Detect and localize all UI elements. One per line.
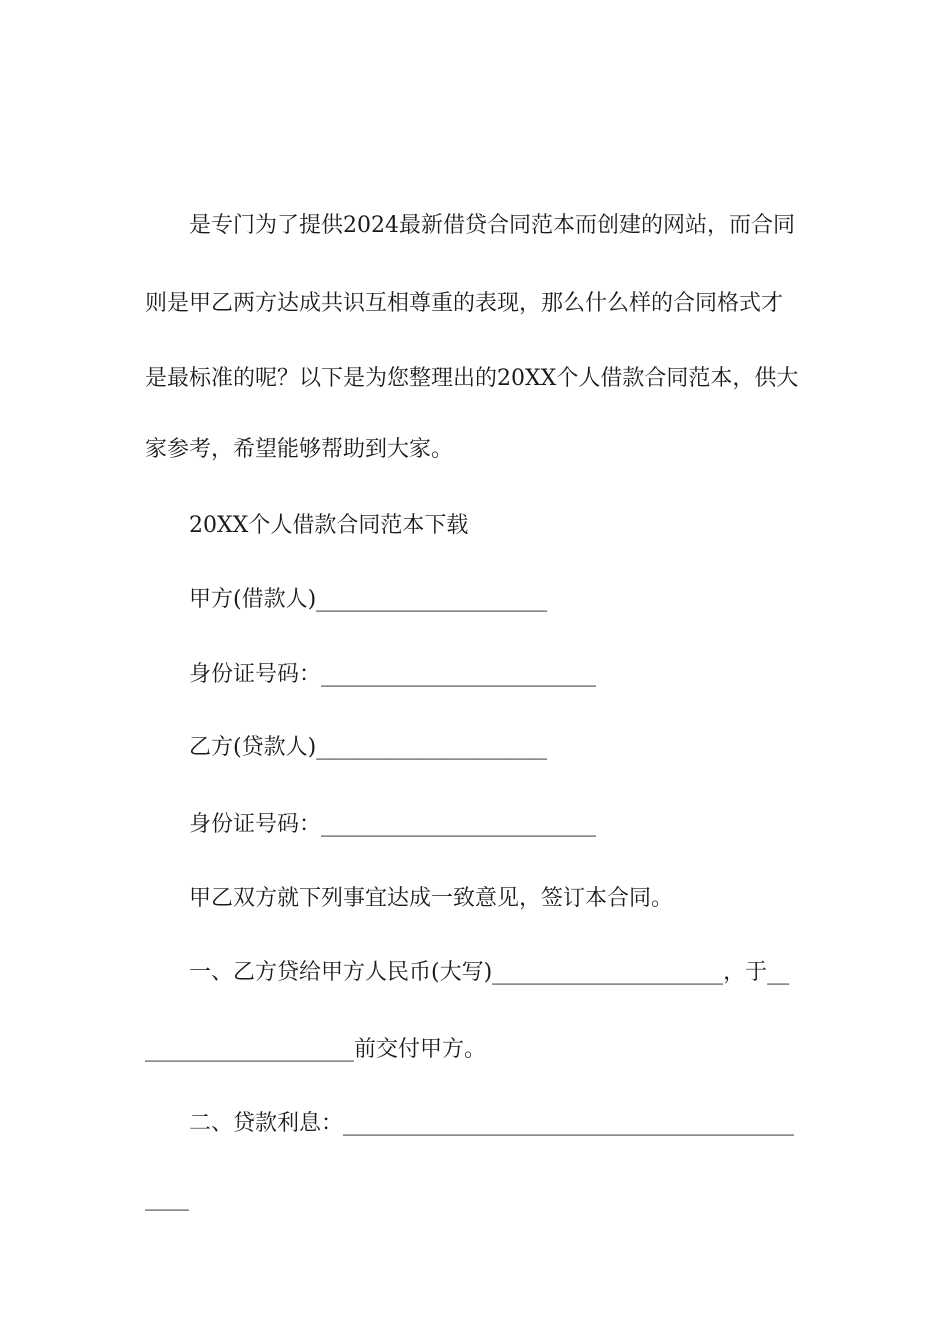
clause-2-line-1: 二、贷款利息：_________________________________________: [189, 1111, 795, 1136]
contract-heading: 20XX个人借款合同范本下载: [189, 513, 469, 538]
clause-2-line-2: ____: [145, 1186, 189, 1211]
party-a-line: 甲方(借款人)_____________________: [189, 587, 548, 612]
clause-1-line-2: ___________________前交付甲方。: [145, 1037, 487, 1062]
party-a-id-line: 身份证号码：_________________________: [189, 662, 597, 687]
intro-line-4: 家参考，希望能够帮助到大家。: [145, 437, 454, 462]
intro-line-3: 是最标准的呢？以下是为您整理出的20XX个人借款合同范本，供大: [145, 366, 799, 391]
party-b-id-line: 身份证号码：_________________________: [189, 812, 597, 837]
intro-line-1: 是专门为了提供2024最新借贷合同范本而创建的网站，而合同: [189, 213, 795, 238]
party-b-line: 乙方(贷款人)_____________________: [189, 735, 548, 760]
clause-1-line-1: 一、乙方贷给甲方人民币(大写)_____________________，于__: [189, 960, 790, 985]
agreement-line: 甲乙双方就下列事宜达成一致意见，签订本合同。: [189, 886, 674, 911]
intro-line-2: 则是甲乙两方达成共识互相尊重的表现，那么什么样的合同格式才: [145, 291, 784, 316]
